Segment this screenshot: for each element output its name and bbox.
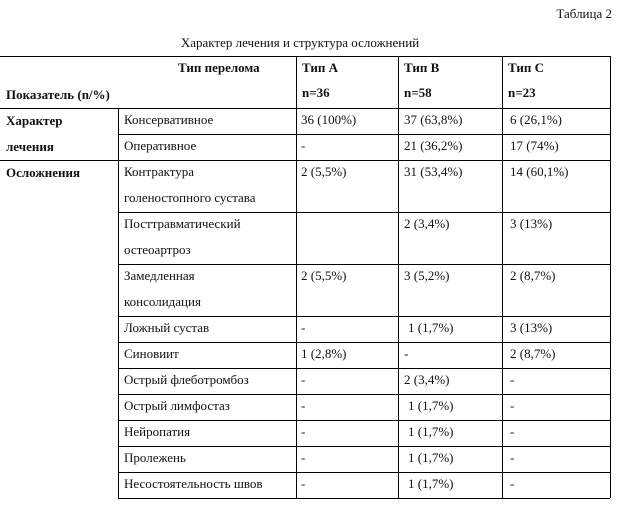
row-label: Контрактура [124, 164, 195, 179]
cell-type-c: - [510, 398, 515, 413]
cell-type-a: - [301, 424, 306, 439]
cell-type-c: - [510, 424, 515, 439]
table-caption: Характер лечения и структура осложнений [180, 35, 420, 50]
cell-type-c: 3 (13%) [510, 216, 553, 231]
cell-type-a: - [301, 138, 306, 153]
header-type-a: Тип А [302, 60, 338, 75]
group-treatment-line2: лечения [6, 139, 54, 154]
cell-type-b: 2 (3,4%) [404, 216, 450, 231]
cell-type-c: 17 (74%) [510, 138, 559, 153]
cell-type-a: 2 (5,5%) [301, 268, 347, 283]
row-label: голеностопного сустава [124, 190, 256, 205]
col-b-border [398, 56, 399, 499]
cell-type-b: 31 (53,4%) [404, 164, 463, 179]
row-separator [118, 420, 610, 421]
row-label: Острый флеботромбоз [124, 372, 249, 387]
header-n-b: n=58 [404, 85, 432, 100]
cell-type-b: 1 (1,7%) [408, 398, 454, 413]
cell-type-b: 3 (5,2%) [404, 268, 450, 283]
cell-type-a: - [301, 476, 306, 491]
table-number: Таблица 2 [556, 6, 612, 21]
cell-type-b: 1 (1,7%) [408, 450, 454, 465]
cell-type-a: - [301, 372, 306, 387]
cell-type-c: 6 (26,1%) [510, 112, 562, 127]
row-label: Острый лимфостаз [124, 398, 230, 413]
cell-type-a: 1 (2,8%) [301, 346, 347, 361]
cell-type-b: 37 (63,8%) [404, 112, 463, 127]
cell-type-a: - [301, 398, 306, 413]
cell-type-c: - [510, 450, 515, 465]
cell-type-a: - [301, 450, 306, 465]
header-fracture-type: Тип перелома [178, 60, 260, 75]
cell-type-a: - [301, 320, 306, 335]
header-indicator: Показатель (n/%) [6, 87, 110, 102]
table-bottom-border [118, 498, 610, 499]
col-a-border [296, 56, 297, 499]
row-label: Синовиит [124, 346, 179, 361]
col-c-border [502, 56, 503, 499]
header-n-c: n=23 [508, 85, 536, 100]
header-type-b: Тип В [404, 60, 440, 75]
table-top-border [0, 56, 610, 57]
cell-type-b: - [404, 346, 409, 361]
cell-type-c: - [510, 476, 515, 491]
row-label: Посттравматический [124, 216, 241, 231]
row-label: Оперативное [124, 138, 197, 153]
cell-type-b: 1 (1,7%) [408, 424, 454, 439]
row-label: Пролежень [124, 450, 186, 465]
cell-type-a: 2 (5,5%) [301, 164, 347, 179]
cell-type-b: 21 (36,2%) [404, 138, 463, 153]
row-label: Замедленная [124, 268, 195, 283]
header-n-a: n=36 [302, 85, 330, 100]
cell-type-c: 14 (60,1%) [510, 164, 569, 179]
cell-type-c: 2 (8,7%) [510, 268, 556, 283]
cell-type-b: 1 (1,7%) [408, 320, 454, 335]
col-label-border [118, 108, 119, 499]
data-table [0, 56, 610, 510]
row-label: Консервативное [124, 112, 214, 127]
group-treatment-line1: Характер [6, 113, 63, 128]
row-separator [118, 446, 610, 447]
cell-type-c: 3 (13%) [510, 320, 553, 335]
row-label: Нейропатия [124, 424, 191, 439]
cell-type-c: 2 (8,7%) [510, 346, 556, 361]
header-type-c: Тип С [508, 60, 544, 75]
cell-type-c: - [510, 372, 515, 387]
cell-type-b: 2 (3,4%) [404, 372, 450, 387]
row-label: Ложный сустав [124, 320, 210, 335]
table-right-border [610, 56, 611, 498]
cell-type-b: 1 (1,7%) [408, 476, 454, 491]
row-label: консолидация [124, 294, 201, 309]
row-label: Несостоятельность швов [124, 476, 263, 491]
row-label: остеоартроз [124, 242, 191, 257]
group-complications: Осложнения [6, 165, 81, 180]
cell-type-a: 36 (100%) [301, 112, 357, 127]
